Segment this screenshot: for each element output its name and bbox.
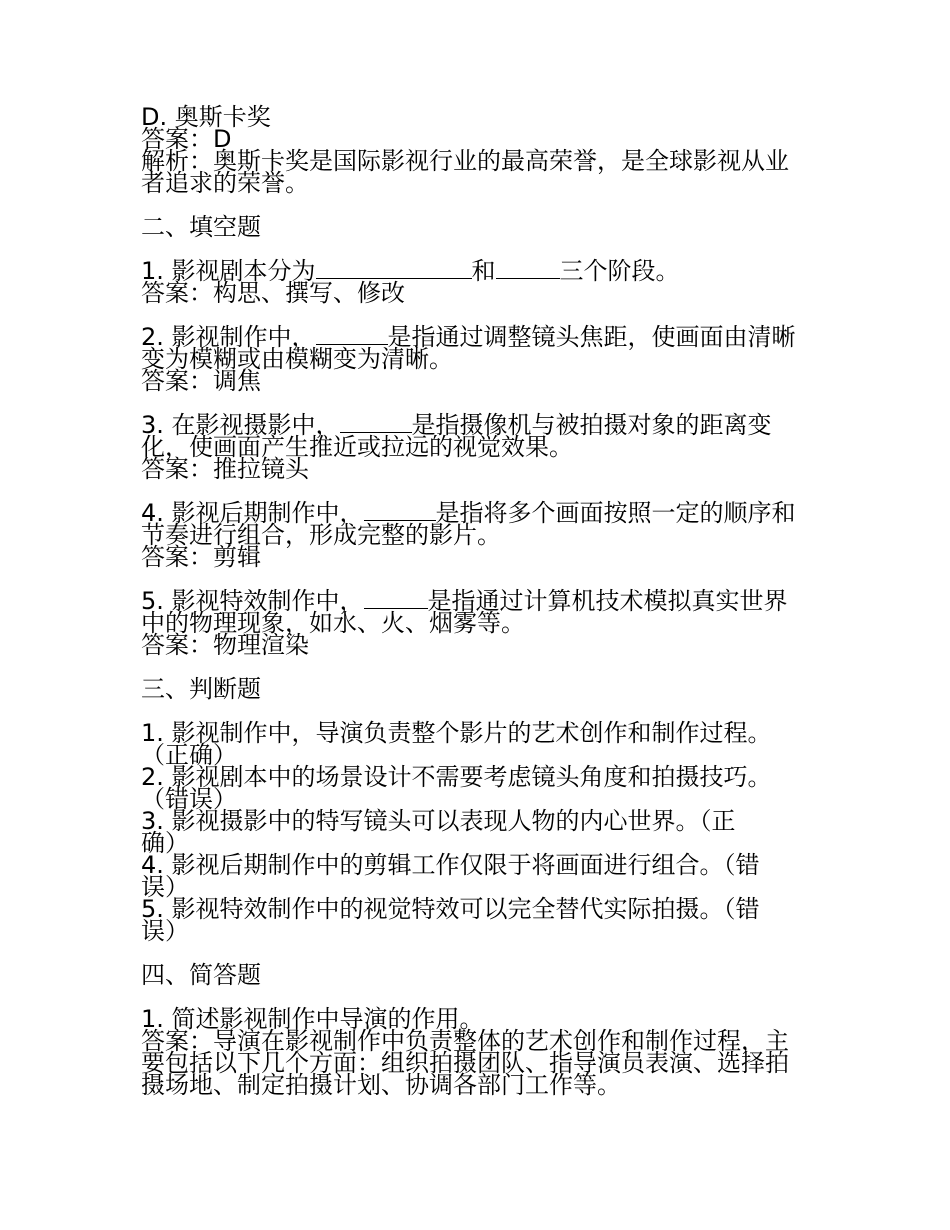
judge-q1: 1. 影视制作中，导演负责整个影片的艺术创作和制作过程。 <box>141 719 772 747</box>
fill-q3: 3. 在影视摄影中， 是指摄像机与被拍摄对象的距离变 <box>141 411 772 439</box>
judge-q5-line2: 误） <box>141 917 189 945</box>
judge-q3: 3. 影视摄影中的特写镜头可以表现人物的内心世界。（正 <box>141 807 736 835</box>
fill-q2-line2: 变为模糊或由模糊变为清晰。 <box>141 345 453 373</box>
short-section-heading: 四、简答题 <box>141 961 261 989</box>
fill-a1: 答案：构思、撰写、修改 <box>141 279 405 307</box>
answer-blank <box>340 416 412 433</box>
short-a1-line3: 摄场地、制定拍摄计划、协调各部门工作等。 <box>141 1071 621 1099</box>
mc-answer: 答案：D <box>141 125 232 153</box>
fill-a5: 答案：物理渲染 <box>141 631 309 659</box>
answer-blank <box>316 328 388 345</box>
fill-a4: 答案：剪辑 <box>141 543 261 571</box>
fill-a3: 答案：推拉镜头 <box>141 455 309 483</box>
fill-q2: 2. 影视制作中， 是指通过调整镜头焦距，使画面由清晰 <box>141 323 796 351</box>
short-a1-line1: 答案：导演在影视制作中负责整体的艺术创作和制作过程，主 <box>141 1027 789 1055</box>
document-page <box>141 103 813 1099</box>
answer-blank <box>364 504 436 521</box>
judge-q3-line2: 确） <box>141 829 189 857</box>
answer-blank <box>364 592 428 609</box>
short-q1: 1. 简述影视制作中导演的作用。 <box>141 1005 484 1033</box>
fill-q5-line2: 中的物理现象，如水、火、烟雾等。 <box>141 609 525 637</box>
fill-section-heading: 二、填空题 <box>141 213 261 241</box>
judge-q1-line2: （正确） <box>141 741 237 769</box>
fill-q3-line2: 化，使画面产生推近或拉远的视觉效果。 <box>141 433 573 461</box>
answer-blank <box>316 262 472 279</box>
mc-option-d: D. 奥斯卡奖 <box>141 103 271 131</box>
judge-q2-line2: （错误） <box>141 785 237 813</box>
answer-blank <box>496 262 560 279</box>
judge-q2: 2. 影视剧本中的场景设计不需要考虑镜头角度和拍摄技巧。 <box>141 763 772 791</box>
fill-q4-line2: 节奏进行组合，形成完整的影片。 <box>141 521 501 549</box>
mc-analysis-line1: 解析：奥斯卡奖是国际影视行业的最高荣誉，是全球影视从业 <box>141 147 789 175</box>
judge-q4-line2: 误） <box>141 873 189 901</box>
fill-q1: 1. 影视剧本分为 和 三个阶段。 <box>141 257 680 285</box>
judge-section-heading: 三、判断题 <box>141 675 261 703</box>
mc-analysis-line2: 者追求的荣誉。 <box>141 169 309 197</box>
fill-q5: 5. 影视特效制作中， 是指通过计算机技术模拟真实世界 <box>141 587 788 615</box>
fill-a2: 答案：调焦 <box>141 367 261 395</box>
short-a1-line2: 要包括以下几个方面：组织拍摄团队、指导演员表演、选择拍 <box>141 1049 789 1077</box>
judge-q4: 4. 影视后期制作中的剪辑工作仅限于将画面进行组合。（错 <box>141 851 760 879</box>
fill-q4: 4. 影视后期制作中， 是指将多个画面按照一定的顺序和 <box>141 499 796 527</box>
judge-q5: 5. 影视特效制作中的视觉特效可以完全替代实际拍摄。（错 <box>141 895 760 923</box>
